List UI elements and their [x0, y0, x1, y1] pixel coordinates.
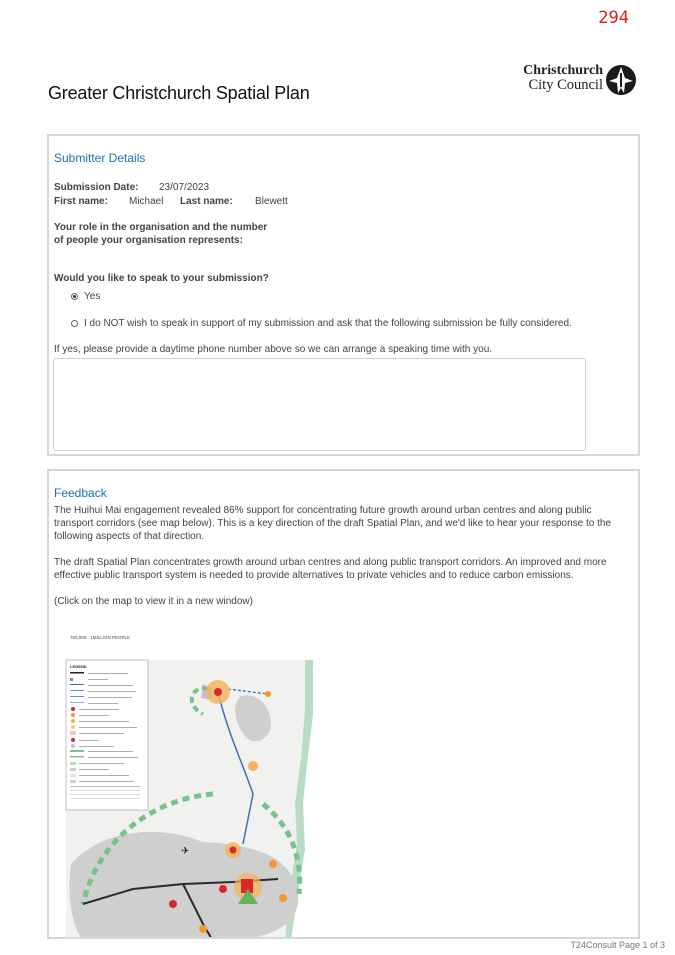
last-name-label: Last name:	[180, 196, 233, 207]
speak-question: Would you like to speak to your submission?	[54, 273, 269, 284]
council-logo	[505, 64, 637, 98]
map-click-note: (Click on the map to view it in a new window)	[54, 596, 253, 607]
radio-no[interactable]	[71, 320, 78, 327]
legend-title: LEGEND	[70, 664, 87, 669]
map-graphic	[63, 654, 333, 939]
feedback-panel	[47, 469, 640, 939]
cathedral-logo-icon	[605, 64, 637, 96]
feedback-para1-line2: transport corridors (see map below). This is a key direction of the draft Spatial Plan, and we'd like to hear your response to the	[54, 518, 612, 529]
submission-date-label: Submission Date:	[54, 182, 139, 193]
submission-date-value: 23/07/2023	[159, 182, 210, 193]
submitter-details-title: Submitter Details	[54, 151, 146, 165]
feedback-para1-line1: The Huihui Mai engagement revealed 86% support for concentrating future growth around urban centres and along public	[54, 505, 592, 516]
role-question-line2: of people your organisation represents:	[54, 235, 243, 246]
role-question-line1: Your role in the organisation and the number	[54, 222, 268, 233]
first-name-value: Michael	[129, 196, 164, 207]
feedback-para2-line2: effective public transport system is needed to provide alternatives to private vehicles and to reduce carbon emissions.	[54, 570, 574, 581]
svg-text:✈: ✈	[181, 846, 190, 857]
first-name-label: First name:	[54, 196, 108, 207]
submitter-details-panel	[47, 134, 640, 456]
document-title: Greater Christchurch Spatial Plan	[48, 83, 310, 103]
logo-line-1: Christchurch	[523, 63, 603, 78]
spatial-plan-map[interactable]	[63, 636, 333, 939]
radio-no-label: I do NOT wish to speak in support of my submission and ask that the following submission be fully considered.	[84, 318, 572, 329]
page-number: 294	[598, 8, 629, 28]
logo-line-2: City Council	[528, 77, 603, 93]
feedback-title: Feedback	[54, 486, 107, 500]
page-footer: T24Consult Page 1 of 3	[570, 940, 665, 950]
radio-yes-label: Yes	[84, 291, 101, 302]
phone-note: If yes, please provide a daytime phone number above so we can arrange a speaking time with you.	[54, 344, 493, 355]
feedback-para1-line3: following aspects of that direction.	[54, 531, 205, 542]
phone-textarea[interactable]	[53, 358, 586, 451]
feedback-para2-line1: The draft Spatial Plan concentrates growth around urban centres and along public transport corridors. An improved and more	[54, 557, 607, 568]
last-name-value: Blewett	[255, 196, 288, 207]
map-title: 700,000 - 1MILLION PEOPLE	[70, 635, 131, 640]
radio-yes[interactable]	[71, 293, 78, 300]
